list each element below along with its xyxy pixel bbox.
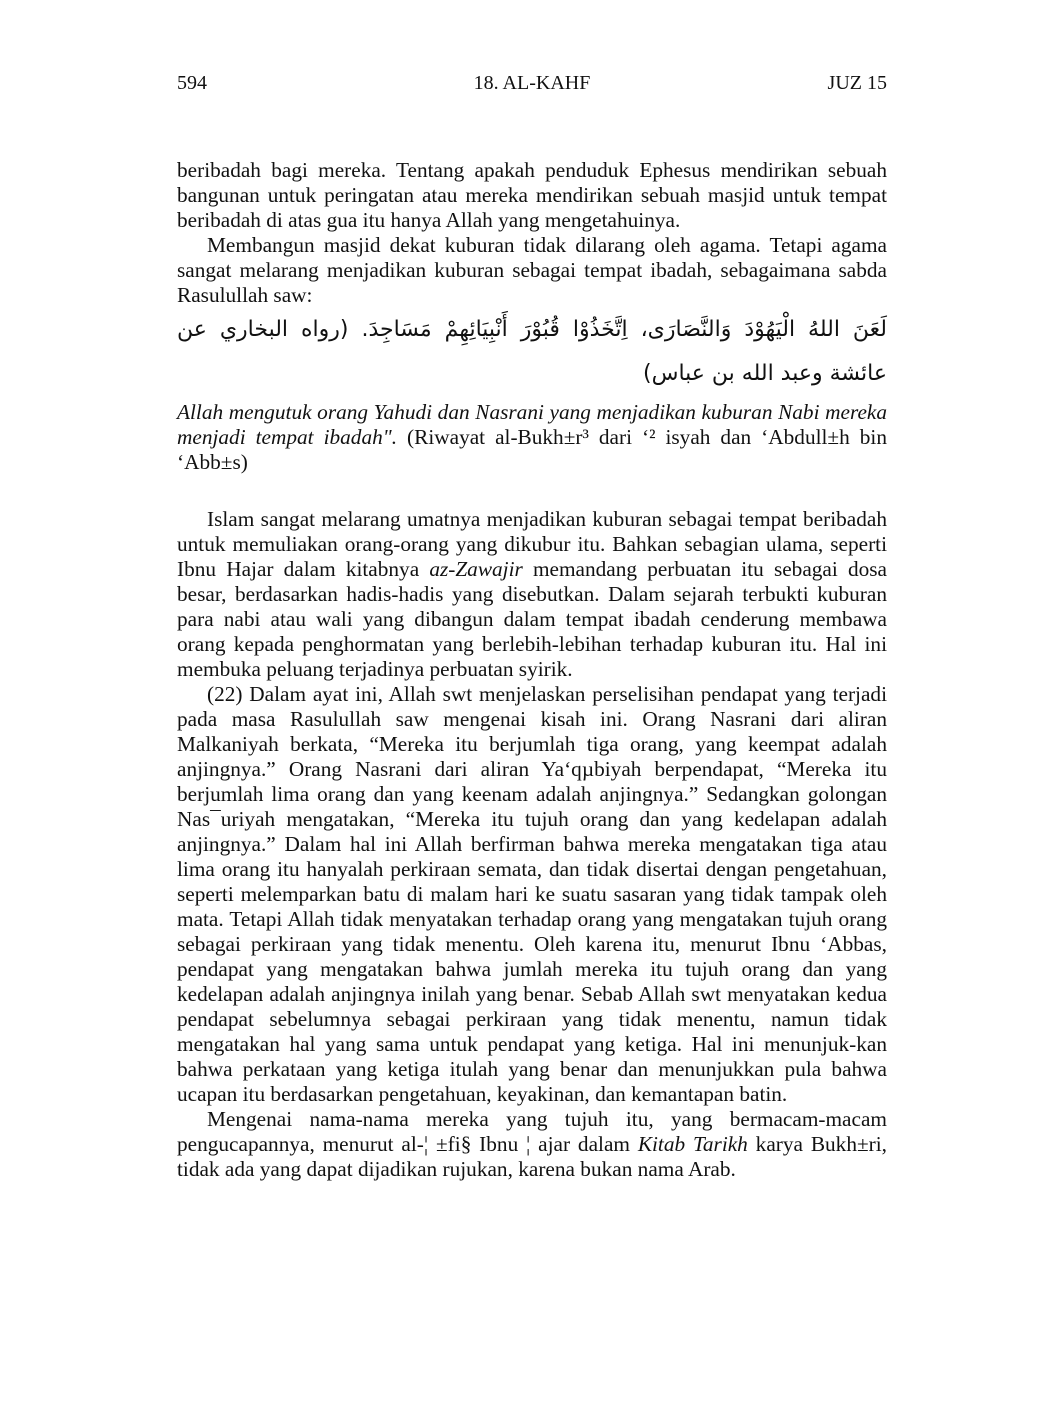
page-number: 594 — [177, 72, 207, 94]
p3-book-title: az-Zawajir — [429, 557, 523, 581]
page-body — [177, 158, 887, 1182]
section-gap — [177, 475, 887, 507]
paragraph-3 — [177, 507, 887, 682]
translation-italic: Allah mengutuk orang Yahudi dan Nasrani yang menjadikan kuburan Nabi mereka menjadi tempat ibadah". — [177, 400, 887, 449]
paragraph-5 — [177, 1107, 887, 1182]
p5-text-b: karya Bukh±ri, tidak ada yang dapat dijadikan rujukan, karena bukan nama Arab. — [177, 1132, 887, 1181]
hadith-translation — [177, 400, 887, 475]
page-header — [177, 72, 887, 104]
translation-source: (Riwayat al-Bukh±r³ dari ‘² isyah dan ‘Abdull±h bin ‘Abb±s) — [177, 425, 887, 474]
p5-text-a: Mengenai nama-nama mereka yang tujuh itu, yang bermacam-macam pengucapannya, menurut al-¦ ±fi§ Ibnu ¦ ajar dalam — [177, 1107, 887, 1156]
juz-label: JUZ 15 — [827, 72, 887, 94]
p3-text-a: Islam sangat melarang umatnya menjadikan kuburan sebagai tempat beribadah untuk memuliakan orang-orang yang dikubur itu. Bahkan sebagian ulama, seperti Ibnu Hajar dalam kitabnya — [177, 507, 887, 581]
paragraph-2: Membangun masjid dekat kuburan tidak dilarang oleh agama. Tetapi agama sangat melarang menjadikan kuburan sebagai tempat ibadah, sebagaimana sabda Rasulullah saw: — [177, 233, 887, 307]
paragraph-4: (22) Dalam ayat ini, Allah swt menjelaskan perselisihan pendapat yang terjadi pada masa Rasulullah saw mengenai kisah ini. Orang Nasrani dari aliran Malkaniyah berkata, “Mereka itu berjumlah tiga orang, yang keempat adalah anjingnya.” Orang Nasrani dari aliran Ya‘qµbiyah berpendapat, “Mereka itu berjumlah lima orang dan yang keenam adalah anjingnya.” Sedangkan golongan Nas¯uriyah mengatakan, “Mereka itu tujuh orang dan yang kedelapan adalah anjingnya.” Dalam hal ini Allah berfirman bahwa mereka mengatakan tiga atau lima orang itu hanyalah perkiraan semata, dan tidak disertai dengan pengetahuan, seperti melemparkan batu di malam hari ke suatu sasaran yang tidak tampak oleh mata. Tetapi Allah tidak menyatakan terhadap orang yang mengatakan tujuh orang sebagai perkiraan yang tidak menentu. Oleh karena itu, menurut Ibnu ‘Abbas, pendapat yang mengatakan bahwa jumlah mereka itu tujuh orang dan yang kedelapan adalah anjingnya inilah yang benar. Sebab Allah swt menyatakan kedua pendapat sebelumnya sebagai perkiraan yang tidak menentu, namun tidak mengatakan hal yang sama untuk pendapat yang ketiga. Hal ini menunjuk-kan bahwa perkataan yang ketiga itulah yang benar dan menunjukkan pula bahwa ucapan itu berdasarkan pengetahuan, keyakinan, dan kemantapan batin. — [177, 682, 887, 1106]
arabic-hadith: لَعَنَ اللهُ الْيَهُوْدَ وَالنَّصَارَى، اِتَّخَذُوْا قُبُوْرَ أَنْبِيَائِهِمْ مَسَاجِدَ. (رواه البخاري عن عائشة وعبد الله بن عباس) — [177, 317, 887, 386]
chapter-title: 18. AL-KAHF — [473, 72, 591, 94]
p3-text-b: memandang perbuatan itu sebagai dosa besar, berdasarkan hadis-hadis yang disebutkan. Dalam sejarah terbukti kuburan para nabi atau wali yang dibangun dalam tempat ibadah cenderung membawa orang kepada penghormatan yang berlebih-lebihan terhadap kuburan itu. Hal ini membuka peluang terjadinya perbuatan syirik. — [177, 557, 887, 681]
p5-book-title: Kitab Tarikh — [637, 1132, 748, 1156]
paragraph-1: beribadah bagi mereka. Tentang apakah penduduk Ephesus mendirikan sebuah bangunan untuk peringatan atau mereka mendirikan sebuah masjid untuk tempat beribadah di atas gua itu hanya Allah yang mengetahuinya. — [177, 158, 887, 232]
